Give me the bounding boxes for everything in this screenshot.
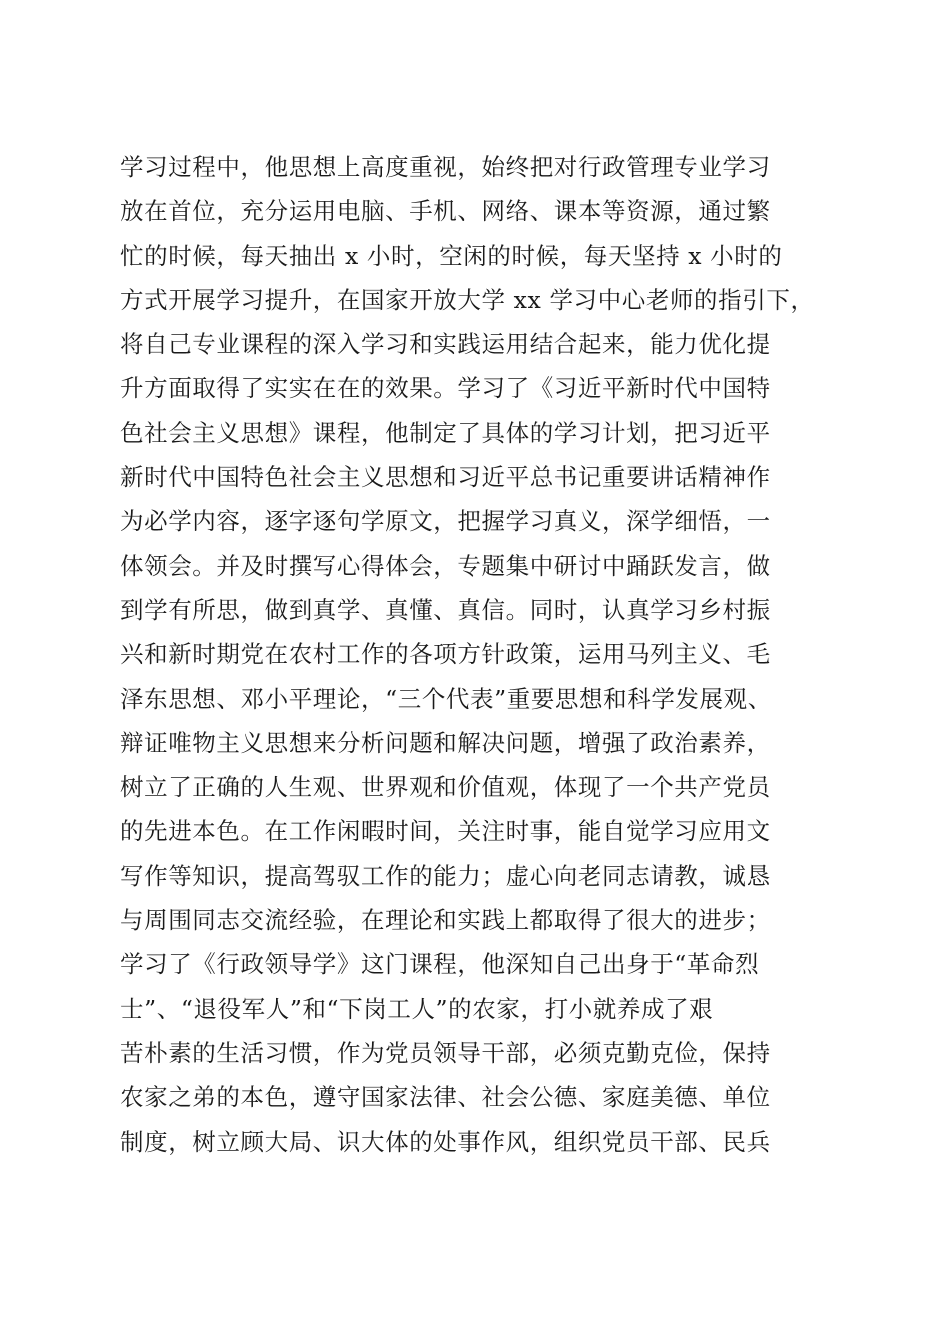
text-line: 学习了《行政领导学》这门课程，他深知自己出身于“革命烈 bbox=[120, 950, 760, 979]
text-line: 辩证唯物主义思想来分析问题和解决问题，增强了政治素养， bbox=[120, 728, 771, 757]
text-line: 泽东思想、邓小平理论，“三个代表”重要思想和科学发展观、 bbox=[120, 684, 772, 713]
text-line: 写作等知识，提高驾驭工作的能力；虚心向老同志请教，诚恳 bbox=[120, 861, 771, 890]
text-line: 士”、“退役军人”和“下岗工人”的农家，打小就养成了艰 bbox=[120, 994, 714, 1023]
text-line: 学习过程中，他思想上高度重视，始终把对行政管理专业学习 bbox=[120, 153, 771, 181]
text-line: 到学有所思，做到真学、真懂、真信。同时，认真学习乡村振 bbox=[120, 595, 771, 624]
text-line: 的先进本色。在工作闲暇时间，关注时事，能自觉学习应用文 bbox=[120, 817, 771, 846]
text-line: 体领会。并及时撰写心得体会，专题集中研讨中踊跃发言，做 bbox=[120, 551, 771, 580]
text-line: 与周围同志交流经验，在理论和实践上都取得了很大的进步； bbox=[120, 906, 771, 935]
text-line: 新时代中国特色社会主义思想和习近平总书记重要讲话精神作 bbox=[120, 463, 771, 492]
text-line: 方式开展学习提升，在国家开放大学 xx 学习中心老师的指引下， bbox=[120, 285, 815, 314]
text-line: 兴和新时期党在农村工作的各项方针政策，运用马列主义、毛 bbox=[120, 640, 771, 669]
text-line: 为必学内容，逐字逐句学原文，把握学习真义，深学细悟，一 bbox=[120, 507, 771, 536]
text-line: 升方面取得了实实在在的效果。学习了《习近平新时代中国特 bbox=[120, 374, 771, 403]
text-line: 苦朴素的生活习惯，作为党员领导干部，必须克勤克俭，保持 bbox=[120, 1038, 771, 1067]
text-line: 色社会主义思想》课程，他制定了具体的学习计划，把习近平 bbox=[120, 418, 771, 447]
text-line: 将自己专业课程的深入学习和实践运用结合起来，能力优化提 bbox=[120, 330, 771, 359]
text-line: 农家之弟的本色，遵守国家法律、社会公德、家庭美德、单位 bbox=[120, 1083, 771, 1112]
text-line: 制度，树立顾大局、识大体的处事作风，组织党员干部、民兵 bbox=[120, 1127, 771, 1156]
body-text bbox=[120, 145, 840, 1164]
text-line: 忙的时候，每天抽出 x 小时，空闲的时候，每天坚持 x 小时的 bbox=[120, 241, 783, 270]
text-line: 树立了正确的人生观、世界观和价值观，体现了一个共产党员 bbox=[120, 773, 771, 802]
text-line: 放在首位，充分运用电脑、手机、网络、课本等资源，通过繁 bbox=[120, 197, 771, 226]
